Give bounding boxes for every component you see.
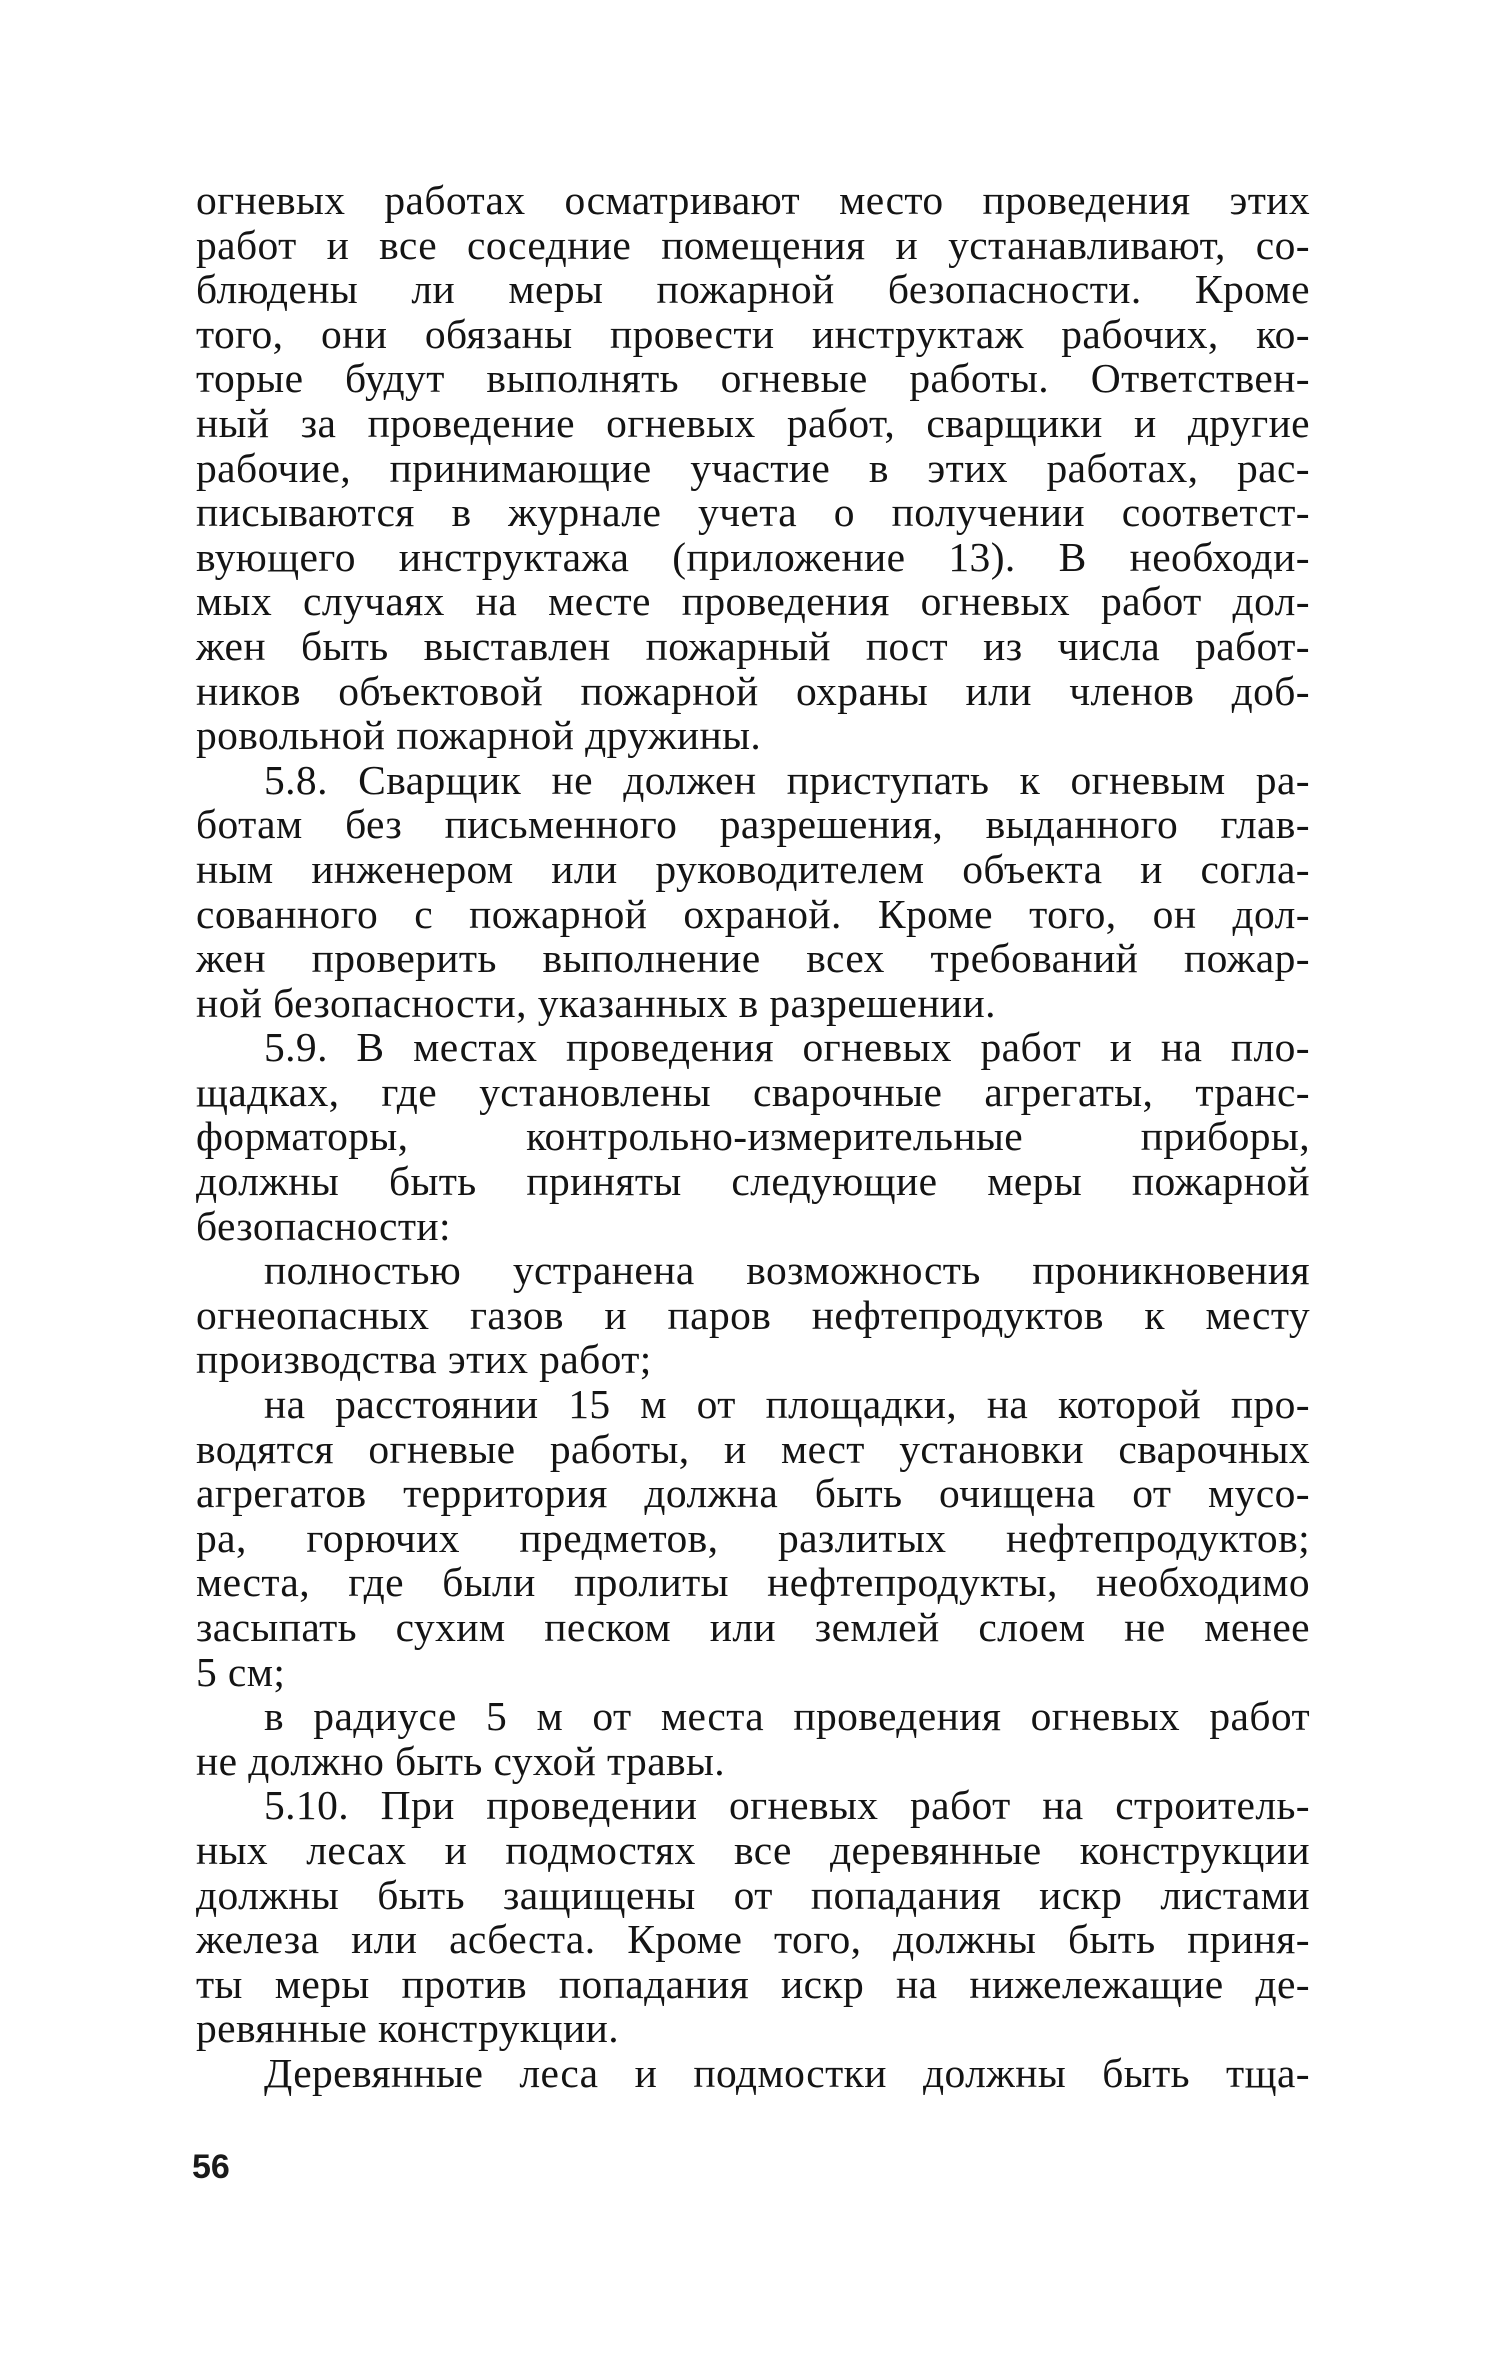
text-line: огневых работах осматривают место проведения этих — [196, 177, 1310, 223]
text-line: жен проверить выполнение всех требований пожар- — [196, 935, 1310, 982]
text-line: производства этих работ; — [196, 1336, 652, 1383]
text-line: мых случаях на месте проведения огневых работ дол- — [196, 578, 1310, 625]
text-line: на расстоянии 15 м от площадки, на которой про- — [264, 1381, 1310, 1428]
text-line: ных лесах и подмостях все деревянные конструкции — [196, 1826, 1310, 1873]
text-line: блюдены ли меры пожарной безопасности. Кроме — [196, 266, 1310, 313]
text-line: 5.9. В местах проведения огневых работ и на пло- — [264, 1024, 1310, 1071]
document-page — [196, 178, 1310, 2096]
text-line: рабочие, принимающие участие в этих работах, рас- — [196, 444, 1310, 491]
text-line: водятся огневые работы, и мест установки сварочных — [196, 1425, 1310, 1472]
text-line: ный за проведение огневых работ, сварщики и другие — [196, 399, 1310, 446]
text-line: 5.10. При проведении огневых работ на строитель- — [264, 1782, 1310, 1829]
text-line: ра, горючих предметов, разлитых нефтепродуктов; — [196, 1514, 1310, 1561]
page-number: 56 — [192, 2148, 230, 2186]
text-line: работ и все соседние помещения и устанавливают, со- — [196, 221, 1310, 268]
text-line: форматоры, контрольно-измерительные приборы, — [196, 1113, 1310, 1160]
text-line: Деревянные леса и подмостки должны быть тща- — [264, 2049, 1310, 2096]
text-line: ревянные конструкции. — [196, 2005, 619, 2052]
text-line: агрегатов территория должна быть очищена от мусо- — [196, 1470, 1310, 1517]
text-line: безопасности: — [196, 1202, 451, 1249]
text-line: ровольной пожарной дружины. — [196, 712, 762, 759]
text-line: щадках, где установлены сварочные агрегаты, транс- — [196, 1068, 1310, 1115]
text-line: огнеопасных газов и паров нефтепродуктов к месту — [196, 1291, 1310, 1338]
text-line: полностью устранена возможность проникновения — [264, 1247, 1310, 1294]
text-line: железа или асбеста. Кроме того, должны быть приня- — [196, 1916, 1310, 1963]
text-line: должны быть защищены от попадания искр листами — [196, 1871, 1310, 1918]
text-line: торые будут выполнять огневые работы. Ответствен- — [196, 355, 1310, 402]
text-line: 5 см; — [196, 1648, 286, 1695]
text-line: засыпать сухим песком или землей слоем не менее — [196, 1604, 1310, 1650]
text-line: должны быть приняты следующие меры пожарной — [196, 1158, 1310, 1205]
text-line: вующего инструктажа (приложение 13). В необходи- — [196, 533, 1310, 580]
text-line: ным инженером или руководителем объекта и согла- — [196, 845, 1310, 892]
text-line: жен быть выставлен пожарный пост из числа работ- — [196, 622, 1310, 669]
text-line: ной безопасности, указанных в разрешении. — [196, 979, 996, 1026]
text-line: в радиусе 5 м от места проведения огневых работ — [264, 1693, 1310, 1740]
text-line: ников объектовой пожарной охраны или членов доб- — [196, 667, 1310, 714]
text-line: писываются в журнале учета о получении соответст- — [196, 489, 1310, 536]
text-line: того, они обязаны провести инструктаж рабочих, ко- — [196, 310, 1310, 357]
text-line: сованного с пожарной охраной. Кроме того, он дол- — [196, 890, 1310, 937]
text-line: места, где были пролиты нефтепродукты, необходимо — [196, 1559, 1310, 1606]
text-line: 5.8. Сварщик не должен приступать к огневым ра- — [264, 756, 1310, 803]
text-line: не должно быть сухой травы. — [196, 1737, 726, 1784]
text-line: ты меры против попадания искр на нижележащие де- — [196, 1960, 1310, 2007]
text-line: ботам без письменного разрешения, выданного глав- — [196, 801, 1310, 848]
